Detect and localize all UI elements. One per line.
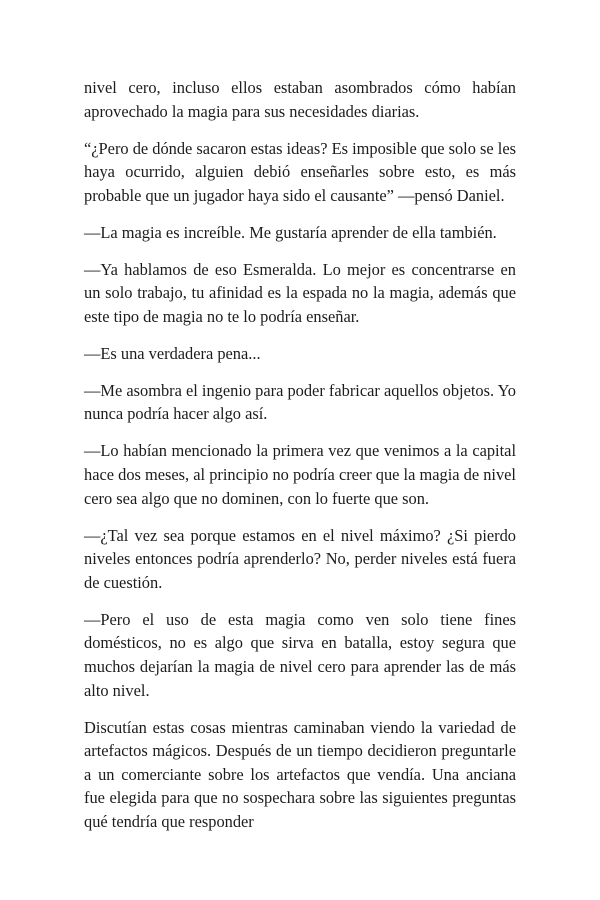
paragraph-3: —La magia es increíble. Me gustaría aprender de ella también. [84,222,497,242]
paragraph-4: —Ya hablamos de eso Esmeralda. Lo mejor es concentrarse en un solo trabajo, tu afinidad es la espada no la magia, además que este tipo de magia no te lo podría enseñar. [84,259,516,326]
paragraph-2: “¿Pero de dónde sacaron estas ideas? Es imposible que solo se les haya ocurrido, alguien debió enseñarles sobre esto, es más probable que un jugador haya sido el causante” —pensó Daniel. [84,138,516,205]
paragraph-6: —Me asombra el ingenio para poder fabricar aquellos objetos. Yo nunca podría hacer algo así. [84,380,516,424]
paragraph-5: —Es una verdadera pena... [84,343,261,363]
paragraph-10: Discutían estas cosas mientras caminaban viendo la variedad de artefactos mágicos. Después de un tiempo decidieron preguntarle a un comerciante sobre los artefactos que vendía. Una anciana fue elegida para que no sospechara sobre las siguientes preguntas qué tendría que responder [84,717,516,831]
paragraph-1: nivel cero, incluso ellos estaban asombrados cómo habían aprovechado la magia para sus necesidades diarias. [84,78,516,121]
body-text [84,76,516,847]
paragraph-9: —Pero el uso de esta magia como ven solo tiene fines domésticos, no es algo que sirva en batalla, estoy segura que muchos dejarían la magia de nivel cero para aprender las de más alto nivel. [84,609,516,700]
paragraph-7: —Lo habían mencionado la primera vez que venimos a la capital hace dos meses, al principio no podría creer que la magia de nivel cero sea algo que no dominen, con lo fuerte que son. [84,441,516,508]
paragraph-8: —¿Tal vez sea porque estamos en el nivel máximo? ¿Si pierdo niveles entonces podría aprenderlo? No, perder niveles está fuera de cuestión. [84,525,516,592]
